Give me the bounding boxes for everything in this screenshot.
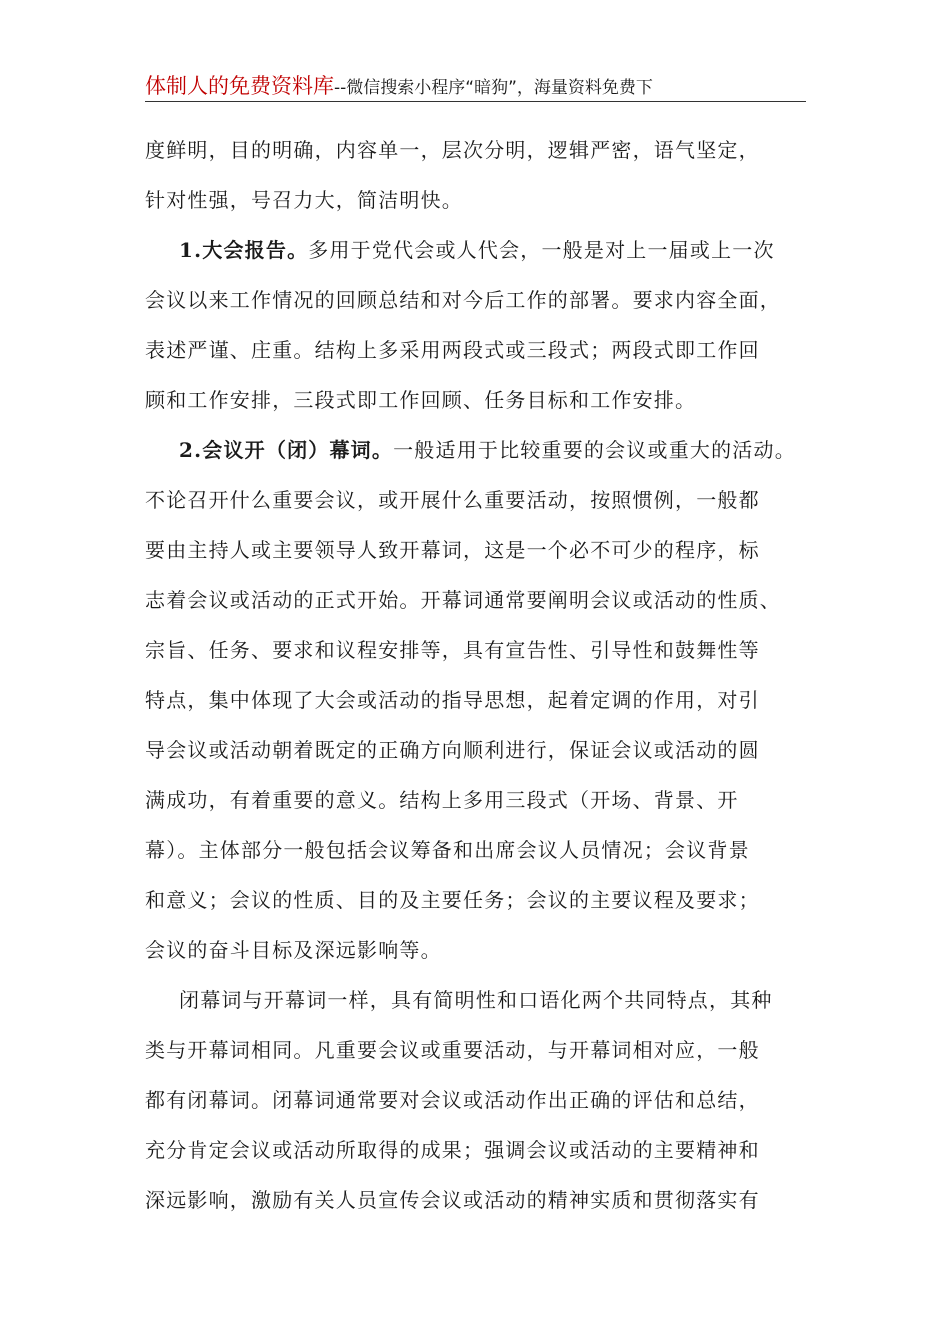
item-text: 多用于党代会或人代会，一般是对上一届或上一次 <box>308 238 775 262</box>
body-line: 幕）。主体部分一般包括会议筹备和出席会议人员情况；会议背景 <box>145 838 750 862</box>
body-line: 要由主持人或主要领导人致开幕词，这是一个必不可少的程序，标 <box>145 538 760 562</box>
body-line: 宗旨、任务、要求和议程安排等，具有宣告性、引导性和鼓舞性等 <box>145 638 760 662</box>
page-header <box>145 70 806 102</box>
body-line: 深远影响，激励有关人员宣传会议或活动的精神实质和贯彻落实有 <box>145 1188 760 1212</box>
body-line: 都有闭幕词。闭幕词通常要对会议或活动作出正确的评估和总结， <box>145 1088 760 1112</box>
body-line: 导会议或活动朝着既定的正确方向顺利进行，保证会议或活动的圆 <box>145 738 760 762</box>
body-line: 闭幕词与开幕词一样，具有简明性和口语化两个共同特点，其种 <box>179 988 773 1012</box>
body-line: 满成功，有着重要的意义。结构上多用三段式（开场、背景、开 <box>145 788 739 812</box>
item-heading: 1.大会报告。 <box>179 238 309 262</box>
body-line: 充分肯定会议或活动所取得的成果；强调会议或活动的主要精神和 <box>145 1138 760 1162</box>
header-subtitle: --微信搜索小程序“暗狗”，海量资料免费下 <box>334 78 653 98</box>
body-line: 特点，集中体现了大会或活动的指导思想，起着定调的作用，对引 <box>145 688 760 712</box>
header-brand: 体制人的免费资料库 <box>145 74 334 98</box>
item-heading: 2.会议开（闭）幕词。 <box>179 438 394 462</box>
body-line: 度鲜明，目的明确，内容单一，层次分明，逻辑严密，语气坚定， <box>145 138 760 162</box>
list-item-1 <box>179 238 775 262</box>
body-line: 表述严谨、庄重。结构上多采用两段式或三段式；两段式即工作回 <box>145 338 760 362</box>
item-text: 一般适用于比较重要的会议或重大的活动。 <box>393 438 796 462</box>
body-line: 针对性强，号召力大，简洁明快。 <box>145 188 463 212</box>
header-rule <box>145 101 806 102</box>
body-line: 和意义；会议的性质、目的及主要任务；会议的主要议程及要求； <box>145 888 760 912</box>
body-line: 类与开幕词相同。凡重要会议或重要活动，与开幕词相对应，一般 <box>145 1038 760 1062</box>
body-line: 会议以来工作情况的回顾总结和对今后工作的部署。要求内容全面， <box>145 288 781 312</box>
body-line: 顾和工作安排，三段式即工作回顾、任务目标和工作安排。 <box>145 388 697 412</box>
body-line: 会议的奋斗目标及深远影响等。 <box>145 938 442 962</box>
list-item-2 <box>179 438 796 462</box>
body-line: 志着会议或活动的正式开始。开幕词通常要阐明会议或活动的性质、 <box>145 588 781 612</box>
body-line: 不论召开什么重要会议，或开展什么重要活动，按照惯例，一般都 <box>145 488 760 512</box>
